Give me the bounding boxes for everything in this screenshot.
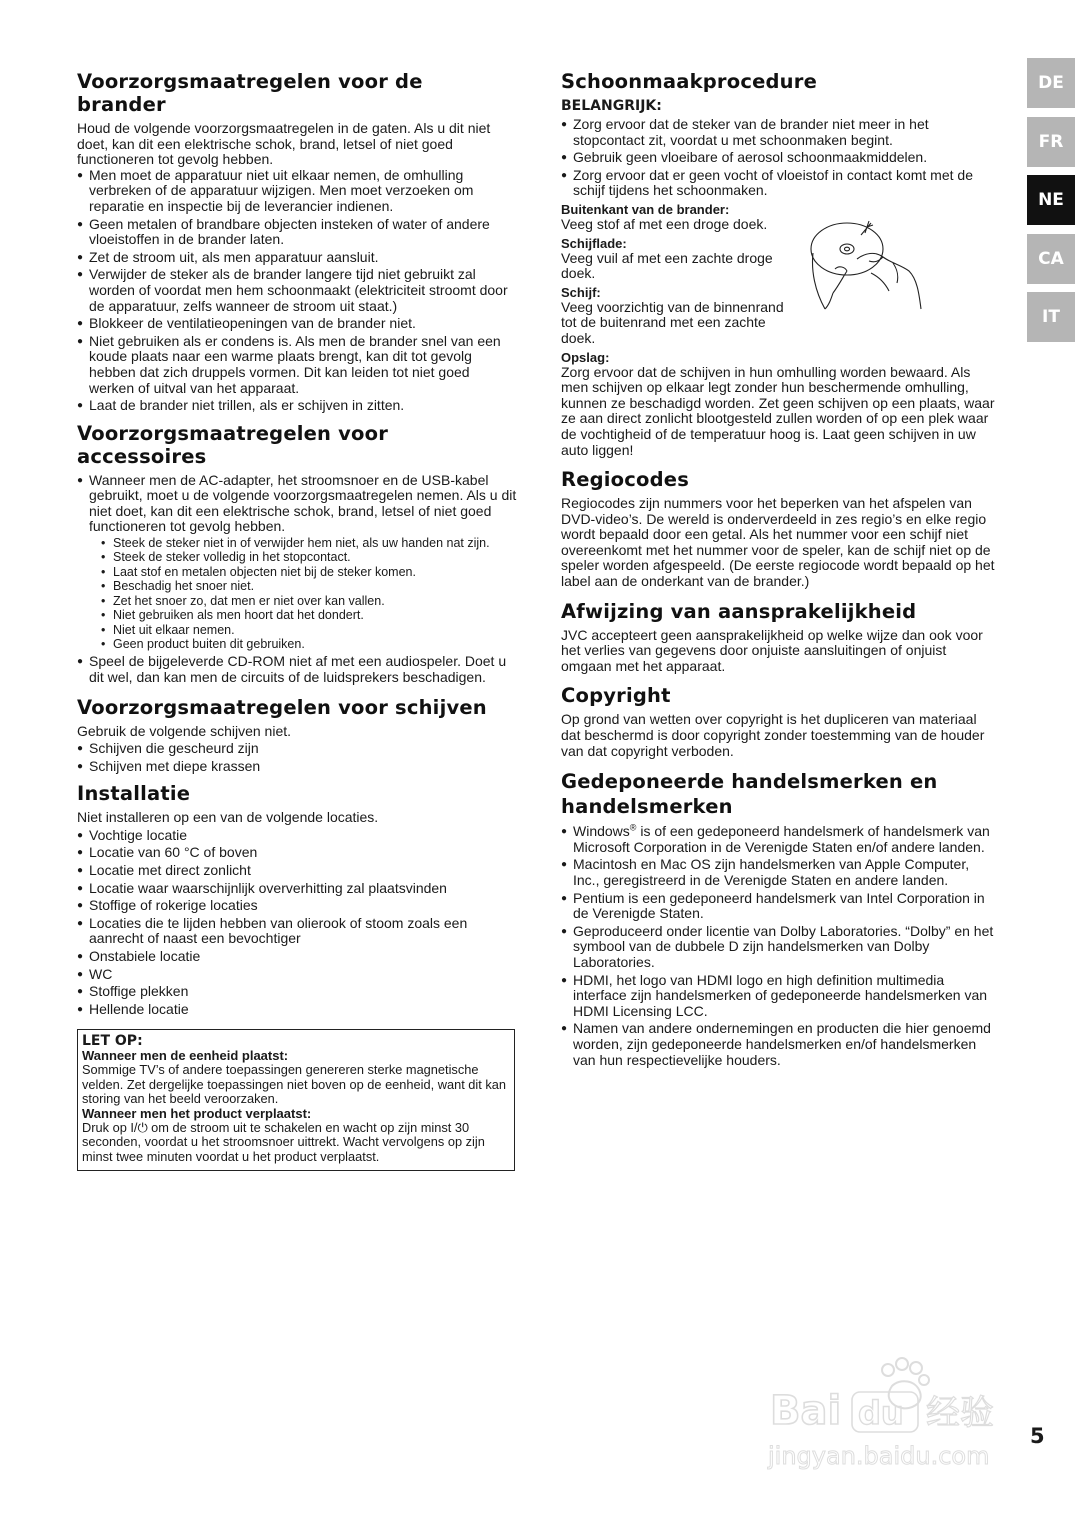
section-text: Regiocodes zijn nummers voor het beperken van het afspelen van DVD-video’s. De wereld is onderverdeeld in zes regio’s en elke regio wordt bepaald door een getal. Als het nummer voor een schijf niet overeenkomt met het nummer voor de speler, kan de schijf niet op de speler worden afgespeeld. (De eerste regiocode wordt bepaald op het label aan de onderkant van de brander.) [561,495,995,590]
section-accessory-precautions [77,422,517,686]
outside-label: Buitenkant van de brander: [561,201,730,217]
disc-shape [811,223,883,275]
caution-label-placement: Wanneer men de eenheid plaatst: [82,1048,289,1064]
section-intro: Houd de volgende voorzorgsmaatregelen in de gaten. Als u dit niet doet, kan dit een elektrische schok, brand, letsel of niet goed functioneren tot gevolg hebben. [77,120,491,168]
language-tabs [1027,58,1075,351]
sub-list-item: • Steek de steker niet in of verwijder hem niet, als uw handen nat zijn. [101,536,517,550]
list-item: ● Zet de stroom uit, als men apparatuur aansluit. [77,250,517,266]
section-title: Afwijzing van aansprakelijkheid [561,599,917,623]
caution-box [77,1029,515,1171]
disc-label: Schijf: [561,284,601,300]
section-brander-precautions [77,70,517,414]
section-disclaimer [561,600,999,675]
svg-text:经验: 经验 [926,1393,994,1433]
svg-text:Bai: Bai [770,1388,842,1434]
windows-name: Windows [573,823,630,840]
tab-fr[interactable]: FR [1027,117,1075,167]
list-item: ● Geproduceerd onder licentie van Dolby Laboratories. “Dolby” en het symbool van de dubbele D zijn handelsmerken van Dolby Laboratories. [561,924,999,971]
section-title: Gedeponeerde handelsmerken en handelsmerken [561,770,938,819]
baidu-watermark-logo [760,1352,1020,1482]
bullet-list [77,741,517,774]
svg-text:du: du [858,1394,904,1432]
list-item: ● Macintosh en Mac OS zijn handelsmerken van Apple Computer, Inc., geregistreerd in de Verenigde Staten en andere landen. [561,857,999,888]
list-item: ● Geen metalen of brandbare objecten insteken of water of andere vloeistoffen in de brander laten. [77,217,517,248]
list-item [561,824,999,855]
list-item: ● Men moet de apparatuur niet uit elkaar nemen, de omhulling verbreken of de apparatuur wijzigen. Men moet verzoeken om reparatie en inspectie bij de leverancier indienen. [77,168,517,215]
section-text: JVC accepteert geen aansprakelijkheid op welke wijze dan ook voor het verlies van gegevens door onjuiste aansluitingen of onjuist omgaan met het apparaat. [561,626,983,674]
list-item: ● Verwijder de steker als de brander langere tijd niet gebruikt zal worden of voordat men hem schoonmaakt (elektriciteit stroomt door de apparatuur, zelfs wanneer de stroom uit staat.) [77,267,517,314]
section-title: Voorzorgsmaatregelen voor de brander [77,70,423,116]
tab-it[interactable]: IT [1027,292,1075,342]
windows-text: is of een gedeponeerd handelsmerk of handelsmerk van Microsoft Corporation in de Verenigde Staten en/of andere landen. [573,823,990,855]
list-item: ● Zorg ervoor dat de steker van de brander niet meer in het stopcontact zit, voordat u met schoonmaken begint. [561,117,999,148]
section-region-codes [561,468,999,590]
sub-list-item: • Niet gebruiken als men hoort dat het dondert. [101,608,517,622]
list-item: ● Blokkeer de ventilatieopeningen van de brander niet. [77,316,517,332]
list-item: ● Niet gebruiken als er condens is. Als men de brander snel van een koude plaats naar een warme plaats brengt, kan dit tot gevolg hebben dat zich druppels vormen. Dit kan leiden tot niet goed werken of uitval van het apparaat. [77,334,517,396]
list-item: ● Zorg ervoor dat er geen vocht of vloeistof in contact komt met de schijf tijdens het schoonmaken. [561,168,999,199]
list-item: ● Speel de bijgeleverde CD-ROM niet af met een audiospeler. Doet u dit wel, dan kan men de circuits of de luidsprekers beschadigen. [77,654,517,685]
list-item-text: Wanneer men de AC-adapter, het stroomsnoer en de USB-kabel gebruikt, moet u de volgende voorzorgsmaatregelen nemen. Als u dit niet doet, kan dit een elektrische schok, brand, letsel of niet goed functioneren tot gevolg hebben. [89,471,517,535]
storage-label: Opslag: [561,349,610,365]
disc-text: Veeg voorzichtig van de binnenrand tot de buitenrand met een zachte doek. [561,298,784,346]
list-item: ● Gebruik geen vloeibare of aerosol schoonmaakmiddelen. [561,150,999,166]
cleaning-text-block [561,203,793,347]
tab-de[interactable]: DE [1027,58,1075,108]
bullet-list [77,828,517,1018]
list-item: ● HDMI, het logo van HDMI logo en high definition multimedia interface zijn handelsmerken of gedeponeerde handelsmerken van HDMI Licensing LCC. [561,973,999,1020]
tab-ne[interactable]: NE [1027,175,1075,225]
list-item: ● Locatie met direct zonlicht [77,863,517,879]
section-text: Op grond van wetten over copyright is het dupliceren van materiaal dat beschermd is door copyright zonder toestemming van de houder van dat copyright verboden. [561,711,985,759]
left-column [77,70,517,1171]
list-item: ● Onstabiele locatie [77,949,517,965]
list-item: ● Namen van andere ondernemingen en producten die hier genoemd worden, zijn gedeponeerde handelsmerken en/of handelsmerken van hun respectievelijke houders. [561,1021,999,1068]
caution-title: LET OP: [82,1033,143,1050]
section-title: Installatie [77,782,191,806]
list-item: ● Stoffige of rokerige locaties [77,898,517,914]
sub-list-item: • Laat stof en metalen objecten niet bij de steker komen. [101,565,517,579]
list-item [77,473,517,652]
caution-label-moving: Wanneer men het product verplaatst: [82,1105,312,1121]
list-item: ● Laat de brander niet trillen, als er schijven in zitten. [77,398,517,414]
section-disc-precautions [77,696,517,775]
caution-text-moving: Druk op I/⏻ om de stroom uit te schakelen en wacht op zijn minst 30 seconden, voordat u het stroomsnoer uittrekt. Wacht vervolgens op zijn minst twee minuten voordat u het product verplaatst. [82,1119,485,1164]
disc-cleaning-illustration [809,213,931,317]
list-item: ● Pentium is een gedeponeerd handelsmerk van Intel Corporation in de Verenigde Staten. [561,891,999,922]
section-intro: Gebruik de volgende schijven niet. [77,722,292,739]
section-title: Schoonmaakprocedure [561,70,818,93]
section-title: Regiocodes [561,468,690,492]
storage-text: Zorg ervoor dat de schijven in hun omhulling worden bewaard. Als men schijven op elkaar legt zonder hun beschermende omhulling, kunnen ze beschadigd worden. Zet geen schijven op een plaats, waar ze aan direct zonlicht blootgesteld zullen worden of op een plek waar de vochtigheid of de temperatuur hoog is. Laat geen schijven in uw auto liggen! [561,363,995,458]
bullet-list [561,824,999,1068]
list-item: ● Locatie waar waarschijnlijk oververhitting zal plaatsvinden [77,881,517,897]
list-item: ● Schijven met diepe krassen [77,759,517,775]
section-title: Voorzorgsmaatregelen voor schijven [77,695,487,719]
important-label: BELANGRIJK: [561,98,662,114]
sub-list-item: • Niet uit elkaar nemen. [101,623,517,637]
cleaning-details [561,203,999,347]
section-installation [77,782,517,1017]
surface-text: Veeg vuil af met een zachte droge doek. [561,249,773,282]
svg-text:jingyan.baidu.com: jingyan.baidu.com [768,1442,990,1470]
sub-list-item: • Geen product buiten dit gebruiken. [101,637,517,651]
list-item: ● Locaties die te lijden hebben van olierook of stoom zoals een aanrecht of naast een bevochtiger [77,916,517,947]
page-number: 5 [1030,1424,1045,1448]
section-title: Copyright [561,684,671,708]
right-column [561,70,999,1074]
registered-mark: ® [629,822,637,833]
list-item: ● Schijven die gescheurd zijn [77,741,517,757]
list-item: ● Stoffige plekken [77,984,517,1000]
tab-ca[interactable]: CA [1027,234,1075,284]
sub-list-item: • Beschadig het snoer niet. [101,579,517,593]
section-copyright [561,684,999,759]
list-item: ● Vochtige locatie [77,828,517,844]
list-item: ● Locatie van 60 °C of boven [77,845,517,861]
section-cleaning [561,70,999,458]
sub-list-item: • Zet het snoer zo, dat men er niet over kan vallen. [101,594,517,608]
outside-text: Veeg stof af met een droge doek. [561,215,768,232]
surface-label: Schijflade: [561,235,627,251]
section-trademarks [561,769,999,1068]
list-item: ● Hellende locatie [77,1002,517,1018]
bullet-list [77,168,517,414]
section-title: Voorzorgsmaatregelen voor accessoires [77,421,389,468]
bullet-list [561,117,999,199]
sub-list-item: • Steek de steker volledig in het stopcontact. [101,550,517,564]
caution-text-placement: Sommige TV’s of andere toepassingen genereren sterke magnetische velden. Zet dergelijke toepassingen niet boven op de eenheid, want dit kan storing van het beeld veroorzaken. [82,1062,507,1107]
sub-list [101,536,517,651]
bullet-list [77,473,517,686]
section-intro: Niet installeren op een van de volgende locaties. [77,809,379,826]
list-item: ● WC [77,967,517,983]
